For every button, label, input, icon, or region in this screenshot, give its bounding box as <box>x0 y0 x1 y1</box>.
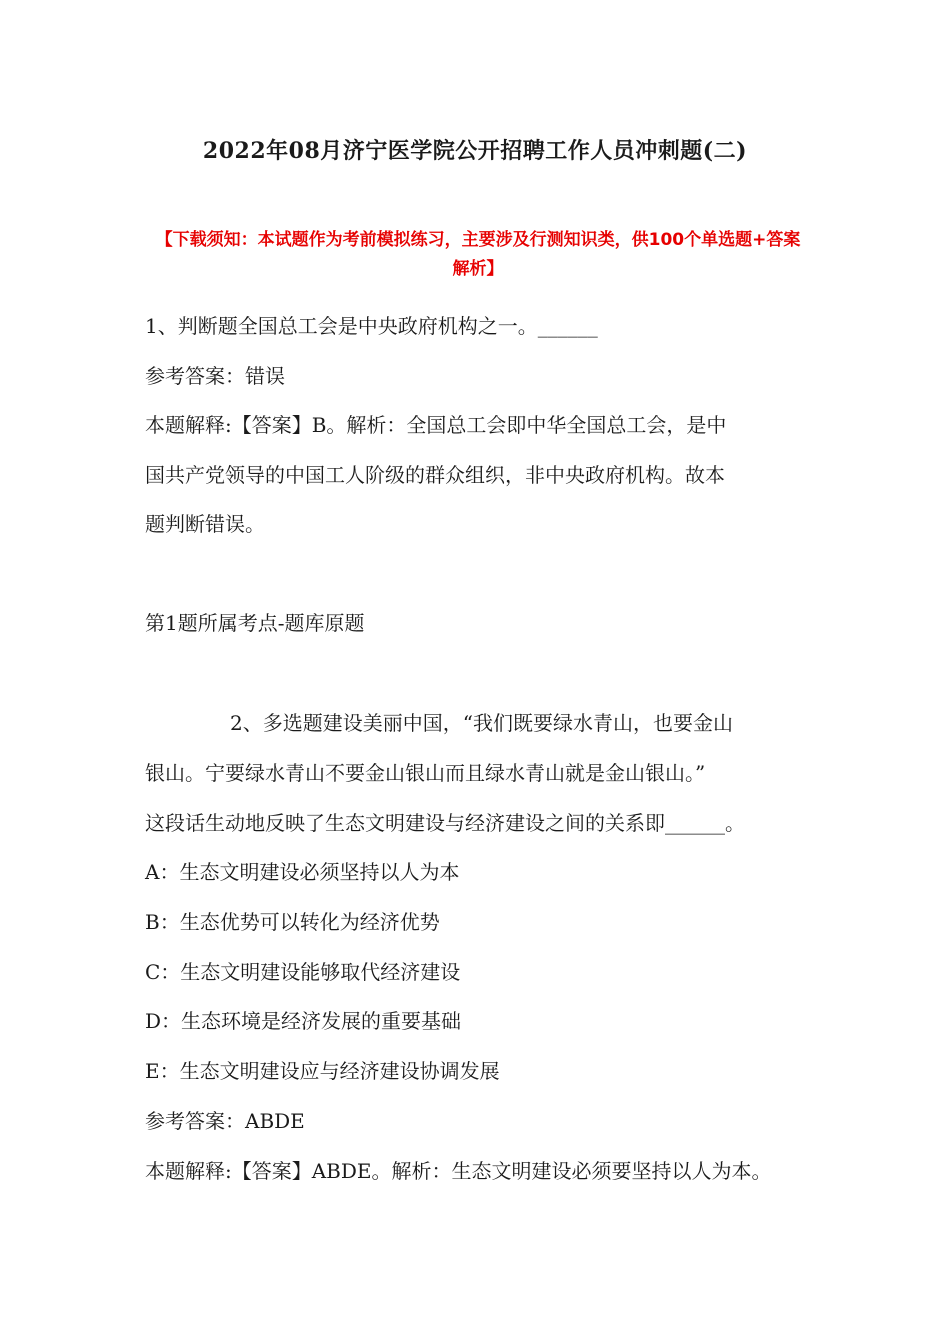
q1-answer: 参考答案：错误 <box>145 364 285 388</box>
q2-option-d: D：生态环境是经济发展的重要基础 <box>145 1009 462 1033</box>
q1-explanation-line-1: 本题解释:【答案】B。解析：全国总工会即中华全国总工会，是中 <box>145 413 727 437</box>
q1-explanation-line-2: 国共产党领导的中国工人阶级的群众组织，非中央政府机构。故本 <box>145 463 725 487</box>
q2-option-e: E：生态文明建设应与经济建设协调发展 <box>145 1059 500 1083</box>
q1-question: 1、判断题全国总工会是中央政府机构之一。______ <box>145 314 598 338</box>
q2-answer: 参考答案：ABDE <box>145 1109 305 1133</box>
document-title: 2022年08月济宁医学院公开招聘工作人员冲刺题(二) <box>202 138 748 164</box>
q1-topic: 第1题所属考点-题库原题 <box>145 611 365 635</box>
download-notice: 【下载须知：本试题作为考前模拟练习，主要涉及行测知识类，供100个单选题+答案解析】 <box>155 230 801 279</box>
q2-question-line-1: 2、多选题建设美丽中国，“我们既要绿水青山，也要金山 <box>230 711 733 735</box>
q2-explanation-line-1: 本题解释:【答案】ABDE。解析：生态文明建设必须要坚持以人为本。 <box>145 1159 772 1183</box>
q2-option-a: A：生态文明建设必须坚持以人为本 <box>145 860 460 884</box>
q2-option-c: C：生态文明建设能够取代经济建设 <box>145 960 461 984</box>
q1-explanation-line-3: 题判断错误。 <box>145 512 265 536</box>
q2-question-line-2: 银山。宁要绿水青山不要金山银山而且绿水青山就是金山银山。” <box>145 761 706 785</box>
q2-question-line-3: 这段话生动地反映了生态文明建设与经济建设之间的关系即______。 <box>145 811 745 835</box>
q2-option-b: B：生态优势可以转化为经济优势 <box>145 910 440 934</box>
